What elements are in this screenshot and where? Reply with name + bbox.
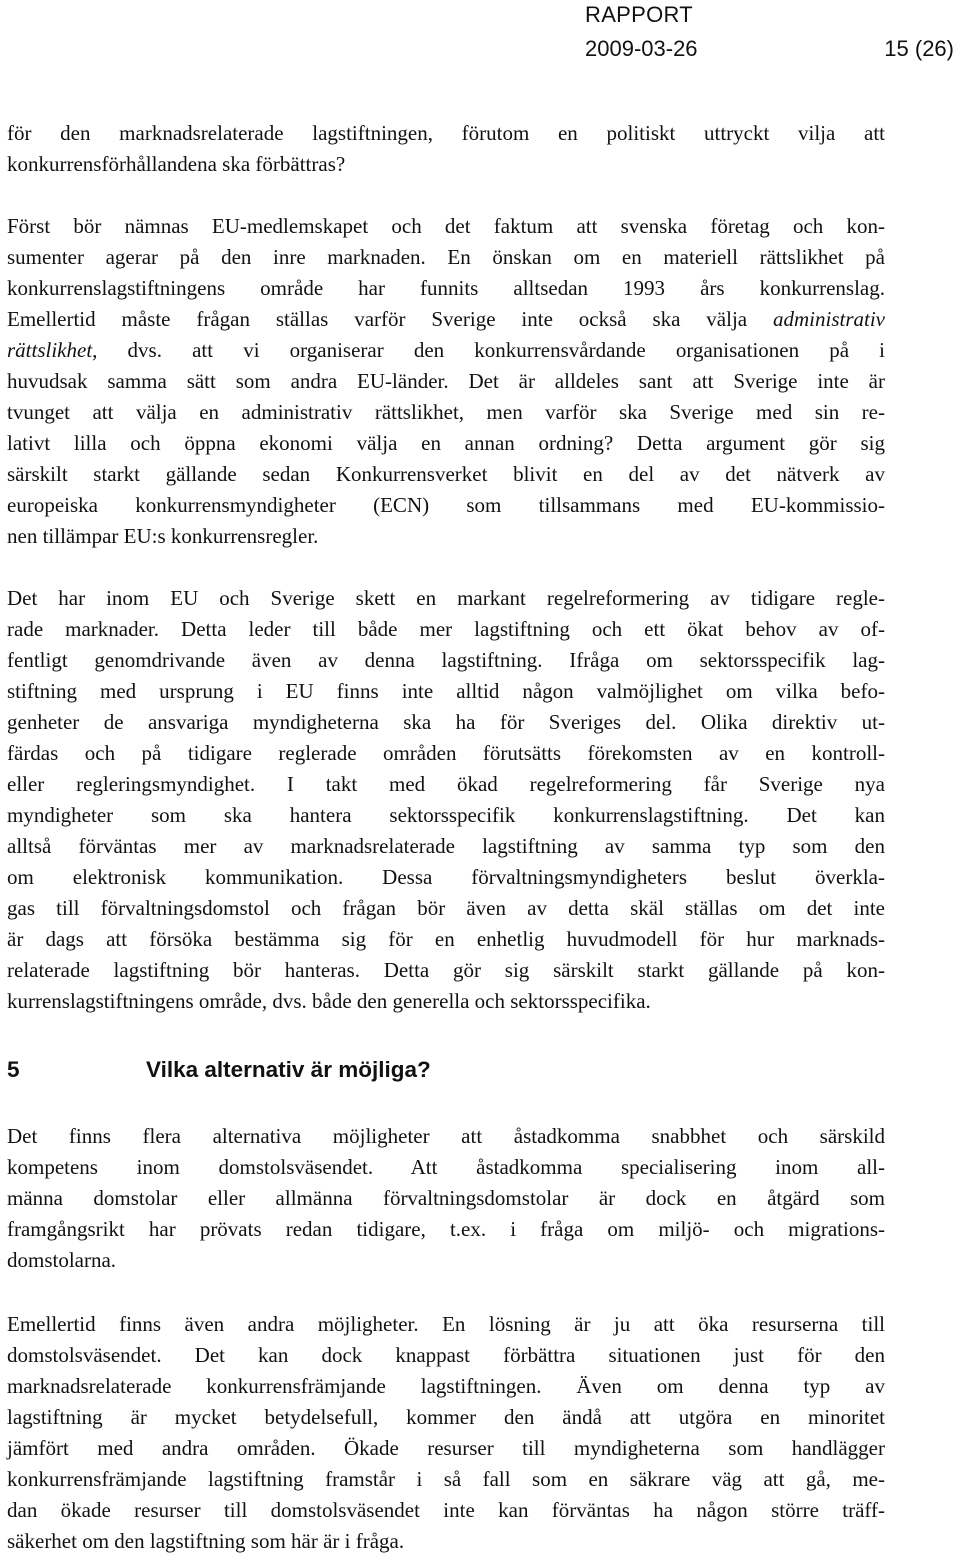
section-number: 5 [7,1057,20,1082]
text-segment: Emellertid måste frågan ställas varför Sverige inte också ska välja [7,307,748,331]
text-line: genheter de ansvariga myndigheterna ska ha för Sveriges del. Olika direktiv ut- [7,710,885,734]
text-line: för den marknadsrelaterade lagstiftningen, förutom en politiskt uttryckt vilja att [7,121,885,145]
text-line: säkerhet om den lagstiftning som här är i fråga. [7,1529,405,1553]
text-line: alltså förväntas mer av marknadsrelaterade lagstiftning av samma typ som den [7,834,885,858]
section-title: Vilka alternativ är möjliga? [146,1057,431,1082]
text-line: konkurrenslagstiftningens område har funnits alltsedan 1993 års konkurrenslag. [7,276,885,300]
text-segment: , dvs. att vi organiserar den konkurrensvårdande organisationen på i [92,338,885,362]
text-line [7,304,885,335]
text-line: relaterade lagstiftning bör hanteras. Detta gör sig särskilt starkt gällande på kon- [7,958,885,982]
text-line: myndigheter som ska hantera sektorsspecifik konkurrenslagstiftning. Det kan [7,803,885,827]
text-line: kurrenslagstiftningens område, dvs. både den generella och sektorsspecifika. [7,989,651,1013]
paragraph-alternatives [7,1121,885,1276]
text-line: gas till förvaltningsdomstol och frågan bör även av detta skäl ställas om det inte [7,896,885,920]
text-line: dan ökade resurser till domstolsväsendet inte kan förväntas ha någon större träff- [7,1498,885,1522]
paragraph-regulatory-reform [7,583,885,1017]
text-line: konkurrensfrämjande lagstiftning framstår i så fall som en säkrare väg att gå, me- [7,1467,885,1491]
document-date: 2009-03-26 [585,36,698,61]
paragraph-eu-membership [7,211,885,552]
text-line [7,335,885,366]
text-line: domstolsväsendet. Det kan dock knappast förbättra situationen just för den [7,1343,885,1367]
text-line: lagstiftning är mycket betydelsefull, kommer den ändå att utgöra en minoritet [7,1405,885,1429]
text-line: marknadsrelaterade konkurrensfrämjande lagstiftningen. Även om denna typ av [7,1374,885,1398]
text-line: kompetens inom domstolsväsendet. Att åstadkomma specialisering inom all- [7,1155,885,1179]
text-line: rade marknader. Detta leder till både mer lagstiftning och ett ökat behov av of- [7,617,885,641]
text-line: tvunget att välja en administrativ rättslikhet, men varför ska Sverige med sin re- [7,400,885,424]
text-line: framgångsrikt har prövats redan tidigare, t.ex. i fråga om miljö- och migrations- [7,1217,885,1241]
italic-term: administrativ [773,307,886,331]
page-number: 15 (26) [884,36,954,61]
text-line: lativt lilla och öppna ekonomi välja en annan ordning? Detta argument gör sig [7,431,885,455]
section-heading [7,1054,885,1085]
text-line: Emellertid finns även andra möjligheter. En lösning är ju att öka resurserna till [7,1312,885,1336]
text-line: särskilt starkt gällande sedan Konkurrensverket blivit en del av det nätverk av [7,462,885,486]
paragraph-intro [7,118,885,180]
text-line: färdas och på tidigare reglerade områden förutsätts förekomsten av en kontroll- [7,741,885,765]
text-line: domstolarna. [7,1248,117,1272]
page-header [0,0,960,70]
text-line: konkurrensförhållandena ska förbättras? [7,152,346,176]
italic-term: rättslikhet [7,338,93,362]
text-line: Det finns flera alternativa möjligheter att åstadkomma snabbhet och särskild [7,1124,885,1148]
text-line: stiftning med ursprung i EU finns inte alltid någon valmöjlighet om vilka befo- [7,679,885,703]
text-line: nen tillämpar EU:s konkurrensregler. [7,524,319,548]
text-line: Det har inom EU och Sverige skett en markant regelreformering av tidigare regle- [7,586,885,610]
text-line: eller regleringsmyndighet. I takt med ökad regelreformering får Sverige nya [7,772,885,796]
paragraph-other-options [7,1309,885,1557]
text-line: huvudsak samma sätt som andra EU-länder. Det är alldeles sant att Sverige inte är [7,369,885,393]
document-body [7,118,885,1557]
text-line: fentligt genomdrivande även av denna lagstiftning. Ifråga om sektorsspecifik lag- [7,648,885,672]
text-line: om elektronisk kommunikation. Dessa förvaltningsmyndigheters beslut överkla- [7,865,885,889]
text-line: europeiska konkurrensmyndigheter (ECN) som tillsammans med EU-kommissio- [7,493,885,517]
document-type-label: RAPPORT [585,2,694,27]
text-line: jämfört med andra områden. Ökade resurser till myndigheterna som handlägger [7,1436,885,1460]
text-line: männa domstolar eller allmänna förvaltningsdomstolar är dock en åtgärd som [7,1186,885,1210]
text-line: är dags att försöka bestämma sig för en enhetlig huvudmodell för hur marknads- [7,927,885,951]
text-line: sumenter agerar på den inre marknaden. En önskan om en materiell rättslikhet på [7,245,885,269]
text-line: Först bör nämnas EU-medlemskapet och det faktum att svenska företag och kon- [7,214,885,238]
